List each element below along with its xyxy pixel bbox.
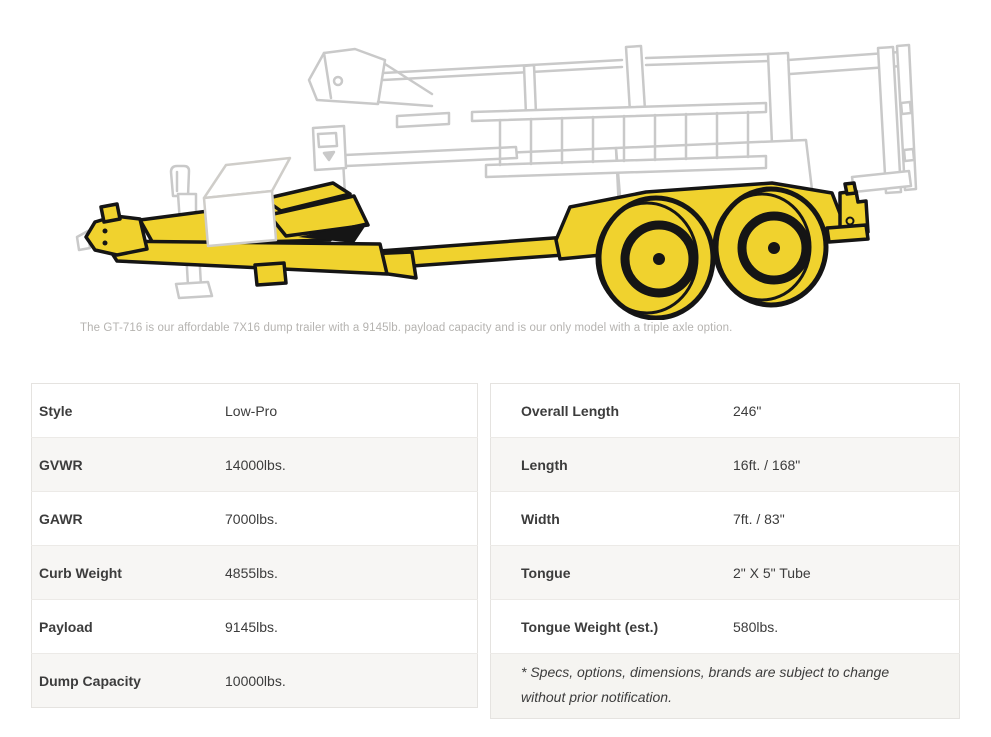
spec-value: 7ft. / 83" bbox=[733, 492, 960, 546]
spec-row bbox=[491, 600, 960, 654]
spec-value: 246" bbox=[733, 402, 762, 419]
spec-value: 10000lbs. bbox=[225, 654, 478, 708]
spec-value: 9145lbs. bbox=[225, 600, 478, 654]
coupler bbox=[86, 216, 147, 255]
spec-label: Curb Weight bbox=[32, 546, 226, 600]
spec-row bbox=[32, 384, 478, 438]
spec-row bbox=[491, 546, 960, 600]
spec-tables bbox=[31, 383, 960, 719]
spec-row bbox=[32, 438, 478, 492]
spec-label: GVWR bbox=[32, 438, 226, 492]
spec-label: Tongue Weight (est.) bbox=[491, 600, 734, 654]
rear-wheel bbox=[714, 189, 826, 305]
front-wheel bbox=[597, 198, 713, 318]
spec-table-weights bbox=[31, 383, 478, 708]
spec-label: Payload bbox=[32, 600, 226, 654]
spec-label: Width bbox=[491, 492, 734, 546]
spec-value: 16ft. / 168" bbox=[733, 438, 960, 492]
spec-label: Length bbox=[491, 438, 734, 492]
spec-value: Low-Pro bbox=[225, 402, 278, 419]
disclaimer-row bbox=[491, 654, 960, 719]
spec-row bbox=[491, 384, 960, 438]
spec-value: 14000lbs. bbox=[225, 438, 478, 492]
spec-row bbox=[491, 438, 960, 492]
spec-table-dimensions bbox=[490, 383, 960, 719]
product-hero bbox=[0, 0, 991, 334]
spec-row bbox=[32, 492, 478, 546]
spec-row bbox=[32, 654, 478, 708]
image-caption: The GT-716 is our affordable 7X16 dump trailer with a 9145lb. payload capacity and is our only model with a triple axle option. bbox=[80, 322, 733, 334]
spec-value: 2" X 5" Tube bbox=[733, 546, 960, 600]
spec-value: 4855lbs. bbox=[225, 546, 478, 600]
spec-label: Style bbox=[39, 402, 73, 419]
spec-label: Tongue bbox=[491, 546, 734, 600]
disclaimer-note: * Specs, options, dimensions, brands are subject to change without prior notification. bbox=[491, 654, 960, 719]
spec-row bbox=[32, 546, 478, 600]
spec-label: Dump Capacity bbox=[32, 654, 226, 708]
spec-row bbox=[491, 492, 960, 546]
spec-row bbox=[32, 600, 478, 654]
spec-label: GAWR bbox=[32, 492, 226, 546]
trailer-illustration bbox=[0, 0, 991, 320]
spec-value: 7000lbs. bbox=[225, 492, 478, 546]
spec-value: 580lbs. bbox=[733, 600, 960, 654]
spec-label: Overall Length bbox=[521, 402, 620, 419]
